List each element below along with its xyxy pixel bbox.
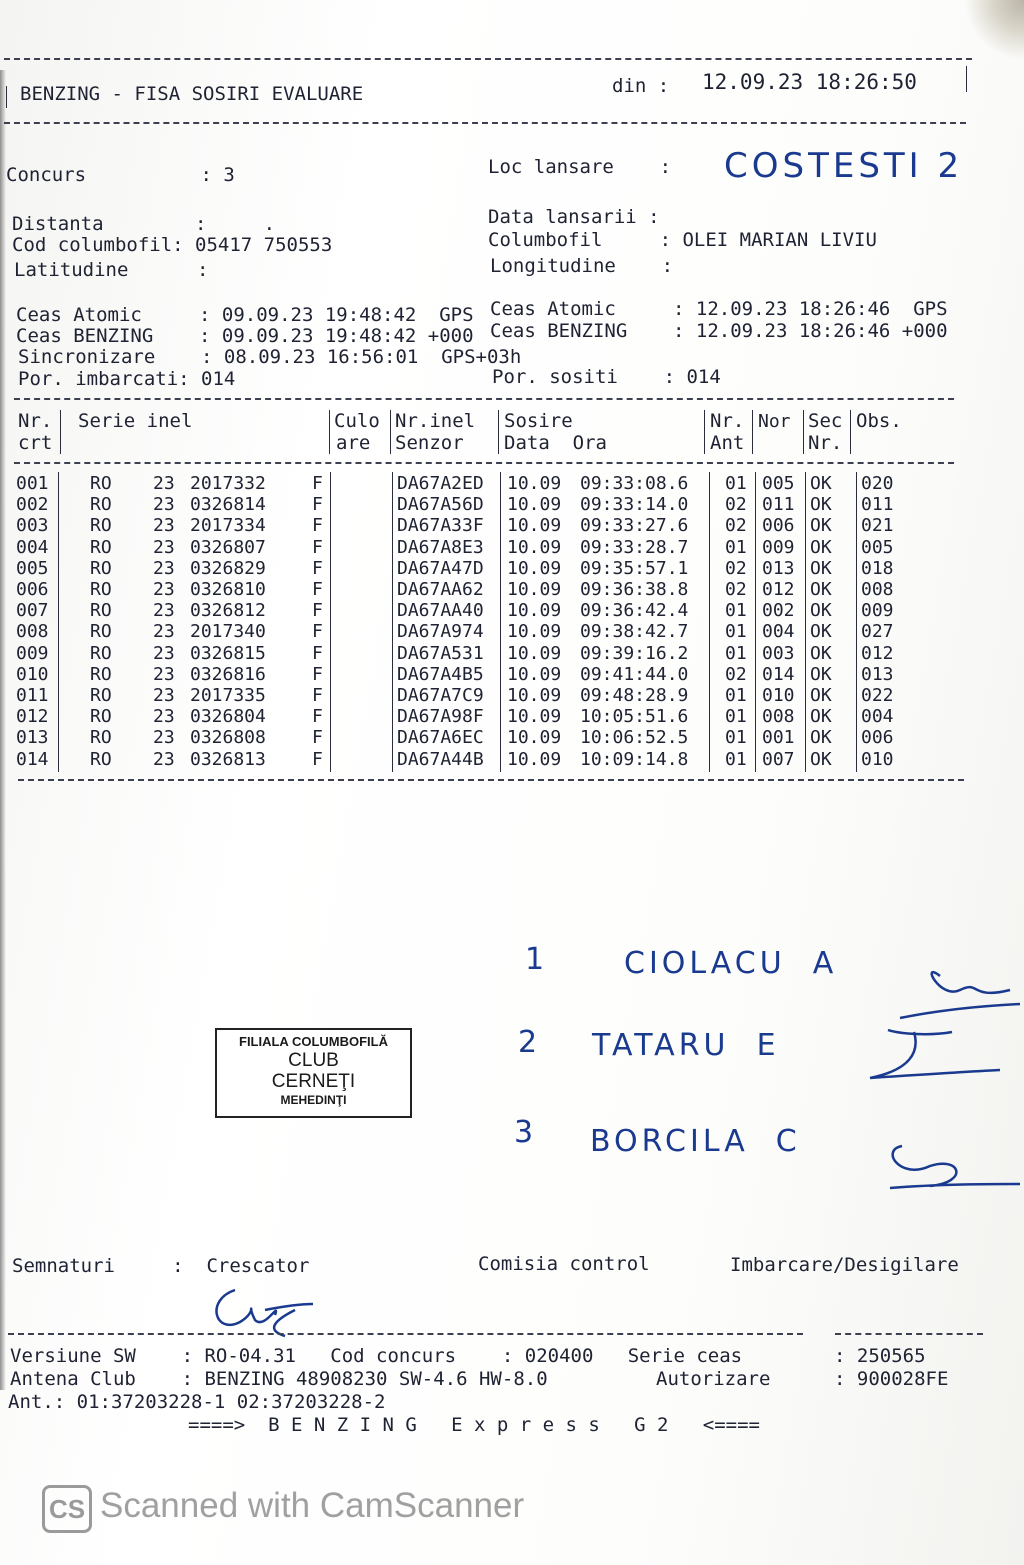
row-ring: 0326814 — [190, 494, 266, 516]
row-sec: OK — [810, 579, 832, 600]
footer-autorizare-value: : 900028FE — [834, 1368, 949, 1390]
handwritten-rank-1-number: 1 — [525, 942, 549, 977]
footer-ant: Ant.: 01:37203228-1 02:37203228-2 — [8, 1391, 386, 1413]
col-serie-header: Serie inel — [78, 410, 193, 432]
row-obs: 009 — [861, 600, 894, 622]
row-date: 10.09 — [507, 727, 562, 749]
imbarcare-label: Imbarcare/Desigilare — [730, 1254, 959, 1276]
row-nor: 007 — [762, 748, 795, 770]
row-date: 10.09 — [507, 685, 562, 706]
row-year: 23 — [153, 642, 175, 664]
row-year: 23 — [153, 621, 175, 643]
row-time: 09:41:44.0 — [580, 663, 689, 685]
row-sec: OK — [810, 515, 832, 537]
cod-columbofil-field: Cod columbofil: 05417 750553 — [12, 234, 333, 256]
row-year: 23 — [153, 494, 175, 516]
din-label: din : — [612, 75, 670, 97]
divider — [835, 1333, 983, 1335]
row-obs: 022 — [861, 685, 894, 706]
row-ring: 0326808 — [190, 727, 266, 749]
row-country: RO — [90, 557, 112, 579]
row-year: 23 — [153, 579, 175, 600]
divider — [966, 66, 967, 92]
row-obs: 012 — [861, 642, 894, 664]
comisia-control-label: Comisia control — [478, 1253, 650, 1275]
row-nor: 002 — [762, 600, 795, 622]
handwritten-rank-2-number: 2 — [518, 1025, 542, 1060]
row-time: 09:35:57.1 — [580, 557, 689, 579]
row-antenna: 02 — [725, 515, 747, 537]
row-nor: 006 — [762, 515, 795, 537]
row-obs: 004 — [861, 706, 894, 728]
row-antenna: 02 — [725, 579, 747, 600]
row-year: 23 — [153, 748, 175, 770]
row-nr: 011 — [16, 685, 49, 706]
row-sex: F — [312, 621, 323, 643]
row-sex: F — [312, 600, 323, 622]
divider — [18, 779, 964, 781]
row-sec: OK — [810, 536, 832, 558]
row-time: 09:38:42.7 — [580, 621, 689, 643]
row-date: 10.09 — [507, 621, 562, 643]
row-ring: 0326815 — [190, 642, 266, 664]
concurs-field: Concurs : 3 — [6, 164, 235, 186]
row-year: 23 — [153, 536, 175, 558]
row-obs: 021 — [861, 515, 894, 537]
handwritten-rank-1-name: CIOLACU A — [624, 946, 838, 981]
col-culoare-header: Culo — [334, 410, 380, 432]
row-country: RO — [90, 727, 112, 749]
data-lansarii-field: Data lansarii : — [488, 206, 660, 228]
signatures-label: Semnaturi : Crescator — [12, 1255, 310, 1277]
row-time: 09:36:42.4 — [580, 600, 689, 622]
row-sensor: DA67A531 — [397, 642, 484, 664]
row-sec: OK — [810, 663, 832, 685]
col-nor-header: Nor — [758, 411, 791, 432]
club-stamp — [215, 1028, 412, 1118]
column-line — [58, 472, 59, 772]
col-sec-header: Sec — [808, 410, 843, 432]
row-nor: 004 — [762, 621, 795, 643]
row-antenna: 01 — [725, 642, 747, 664]
divider — [4, 58, 972, 60]
row-time: 09:36:38.8 — [580, 579, 689, 600]
row-country: RO — [90, 579, 112, 600]
row-obs: 005 — [861, 536, 894, 558]
column-line — [392, 472, 393, 772]
row-sex: F — [312, 515, 323, 537]
row-nor: 005 — [762, 473, 795, 494]
col-nr-header: Nr. — [18, 410, 53, 432]
loc-lansare-handwritten: COSTESTI 2 — [724, 146, 964, 186]
page-left-edge — [0, 70, 6, 1390]
column-line — [498, 410, 499, 454]
footer-autorizare: Autorizare — [656, 1368, 771, 1390]
row-sensor: DA67A98F — [397, 706, 484, 728]
ceas-benzing-right-field: Ceas BENZING : 12.09.23 18:26:46 +000 — [490, 320, 948, 342]
row-year: 23 — [153, 663, 175, 685]
row-date: 10.09 — [507, 663, 562, 685]
row-date: 10.09 — [507, 579, 562, 600]
row-sensor: DA67A4B5 — [397, 663, 484, 685]
row-sex: F — [312, 473, 323, 494]
column-line — [709, 472, 710, 772]
por-sositi-field: Por. sositi : 014 — [492, 366, 721, 388]
longitudine-field: Longitudine : — [490, 255, 674, 277]
row-nr: 014 — [16, 748, 49, 770]
footer-versiune: Versiune SW : RO-04.31 Cod concurs : 020400 Serie ceas — [10, 1345, 743, 1367]
row-ring: 0326829 — [190, 557, 266, 579]
row-nr: 010 — [16, 663, 49, 685]
latitudine-field: Latitudine : — [14, 259, 209, 281]
row-antenna: 01 — [725, 685, 747, 706]
row-sensor: DA67A2ED — [397, 473, 484, 494]
column-line — [704, 410, 705, 454]
handwritten-rank-2-name: TATARU E — [592, 1028, 780, 1063]
column-line — [329, 410, 330, 454]
footer-brand: ====> B E N Z I N G E x p r e s s G 2 <==== — [188, 1414, 760, 1436]
row-sex: F — [312, 727, 323, 749]
row-sensor: DA67A47D — [397, 557, 484, 579]
row-nor: 014 — [762, 663, 795, 685]
col-culoare-header-sub: are — [336, 432, 371, 454]
footer-antena: Antena Club : BENZING 48908230 SW-4.6 HW-8.0 — [10, 1368, 548, 1390]
camscanner-watermark: Scanned with CamScanner — [100, 1486, 525, 1525]
row-ring: 0326812 — [190, 600, 266, 622]
row-antenna: 01 — [725, 727, 747, 749]
distanta-field: Distanta : . — [12, 213, 276, 235]
footer-serie-ceas-value: : 250565 — [834, 1345, 926, 1367]
ceas-atomic-field: Ceas Atomic : 09.09.23 19:48:42 GPS — [16, 304, 474, 326]
row-year: 23 — [153, 727, 175, 749]
row-nor: 012 — [762, 579, 795, 600]
row-nor: 003 — [762, 642, 795, 664]
row-country: RO — [90, 642, 112, 664]
row-time: 09:39:16.2 — [580, 642, 689, 664]
col-senzor-header: Nr.inel — [395, 410, 476, 432]
col-sosire-header: Sosire — [504, 410, 573, 432]
row-date: 10.09 — [507, 748, 562, 770]
row-country: RO — [90, 685, 112, 706]
col-sosire-header-sub: Data Ora — [504, 432, 607, 454]
row-date: 10.09 — [507, 557, 562, 579]
row-time: 09:33:08.6 — [580, 473, 689, 494]
breeder-signature — [205, 1280, 325, 1340]
col-ant-header-sub: Ant — [710, 432, 745, 454]
row-country: RO — [90, 473, 112, 494]
row-country: RO — [90, 536, 112, 558]
row-country: RO — [90, 494, 112, 516]
row-country: RO — [90, 621, 112, 643]
col-obs-header: Obs. — [856, 410, 902, 432]
row-obs: 018 — [861, 557, 894, 579]
row-antenna: 01 — [725, 621, 747, 643]
row-time: 09:33:27.6 — [580, 515, 689, 537]
divider — [14, 462, 954, 464]
row-antenna: 01 — [725, 536, 747, 558]
row-sec: OK — [810, 642, 832, 664]
row-sec: OK — [810, 557, 832, 579]
row-date: 10.09 — [507, 494, 562, 516]
row-date: 10.09 — [507, 642, 562, 664]
ceas-benzing-field: Ceas BENZING : 09.09.23 19:48:42 +000 — [16, 325, 474, 347]
row-time: 09:33:28.7 — [580, 536, 689, 558]
row-ring: 0326804 — [190, 706, 266, 728]
row-date: 10.09 — [507, 536, 562, 558]
row-sex: F — [312, 557, 323, 579]
row-sex: F — [312, 494, 323, 516]
por-imbarcati-field: Por. imbarcati: 014 — [18, 368, 236, 390]
row-date: 10.09 — [507, 600, 562, 622]
row-sensor: DA67A974 — [397, 621, 484, 643]
row-sensor: DA67A33F — [397, 515, 484, 537]
column-line — [60, 410, 61, 454]
column-line — [752, 410, 753, 454]
row-ring: 0326807 — [190, 536, 266, 558]
row-sex: F — [312, 663, 323, 685]
row-obs: 013 — [861, 663, 894, 685]
row-ring: 2017334 — [190, 515, 266, 537]
row-sex: F — [312, 536, 323, 558]
stamp-line-3: CERNEŢI — [271, 1071, 356, 1092]
row-ring: 0326813 — [190, 748, 266, 770]
row-sensor: DA67A8E3 — [397, 536, 484, 558]
row-nr: 007 — [16, 600, 49, 622]
row-nor: 011 — [762, 494, 795, 516]
row-antenna: 01 — [725, 748, 747, 770]
row-nr: 004 — [16, 536, 49, 558]
row-year: 23 — [153, 557, 175, 579]
row-antenna: 01 — [725, 600, 747, 622]
handwritten-rank-3-number: 3 — [514, 1115, 538, 1150]
loc-lansare-field: Loc lansare : — [488, 156, 672, 178]
row-sensor: DA67A6EC — [397, 727, 484, 749]
row-obs: 027 — [861, 621, 894, 643]
row-obs: 011 — [861, 494, 894, 516]
row-year: 23 — [153, 706, 175, 728]
stamp-line-1: FILIALA COLUMBOFILĂ — [239, 1034, 388, 1049]
row-year: 23 — [153, 685, 175, 706]
sincronizare-field: Sincronizare : 08.09.23 16:56:01 GPS+03h — [18, 346, 522, 368]
col-nr-header-sub: crt — [18, 432, 53, 454]
row-sec: OK — [810, 473, 832, 494]
stamp-line-2: CLUB — [288, 1050, 339, 1071]
row-ring: 0326810 — [190, 579, 266, 600]
row-country: RO — [90, 515, 112, 537]
row-sensor: DA67AA40 — [397, 600, 484, 622]
ceas-atomic-right-field: Ceas Atomic : 12.09.23 18:26:46 GPS — [490, 298, 948, 320]
row-sex: F — [312, 579, 323, 600]
column-line — [805, 472, 806, 772]
row-nor: 008 — [762, 706, 795, 728]
row-sensor: DA67A56D — [397, 494, 484, 516]
row-nr: 013 — [16, 727, 49, 749]
row-sec: OK — [810, 494, 832, 516]
row-nr: 001 — [16, 473, 49, 494]
row-date: 10.09 — [507, 515, 562, 537]
row-sensor: DA67A44B — [397, 748, 484, 770]
row-time: 09:33:14.0 — [580, 494, 689, 516]
row-sec: OK — [810, 685, 832, 706]
column-line — [803, 410, 804, 454]
row-year: 23 — [153, 515, 175, 537]
row-year: 23 — [153, 473, 175, 494]
row-antenna: 02 — [725, 494, 747, 516]
row-nr: 012 — [16, 706, 49, 728]
col-senzor-header-sub: Senzor — [395, 432, 464, 454]
row-obs: 008 — [861, 579, 894, 600]
row-ring: 0326816 — [190, 663, 266, 685]
row-sensor: DA67AA62 — [397, 579, 484, 600]
row-year: 23 — [153, 600, 175, 622]
row-nr: 002 — [16, 494, 49, 516]
row-nr: 005 — [16, 557, 49, 579]
stamp-line-4: MEHEDINŢI — [280, 1093, 347, 1107]
row-obs: 010 — [861, 748, 894, 770]
row-sec: OK — [810, 748, 832, 770]
row-nr: 006 — [16, 579, 49, 600]
row-ring: 2017340 — [190, 621, 266, 643]
row-nr: 003 — [16, 515, 49, 537]
row-antenna: 02 — [725, 663, 747, 685]
row-country: RO — [90, 600, 112, 622]
column-line — [850, 410, 851, 454]
row-sex: F — [312, 748, 323, 770]
row-nr: 009 — [16, 642, 49, 664]
row-sex: F — [312, 706, 323, 728]
row-ring: 2017335 — [190, 685, 266, 706]
row-antenna: 01 — [725, 706, 747, 728]
row-sensor: DA67A7C9 — [397, 685, 484, 706]
divider — [6, 86, 7, 108]
row-nor: 001 — [762, 727, 795, 749]
camscanner-logo: CS — [42, 1485, 92, 1533]
report-datetime: 12.09.23 18:26:50 — [702, 70, 917, 94]
row-time: 10:05:51.6 — [580, 706, 689, 728]
report-title: BENZING - FISA SOSIRI EVALUARE — [20, 83, 364, 105]
divider — [4, 122, 966, 124]
column-line — [856, 472, 857, 772]
row-date: 10.09 — [507, 706, 562, 728]
handwritten-initials — [860, 960, 1020, 1200]
row-obs: 020 — [861, 473, 894, 494]
columbofil-field: Columbofil : OLEI MARIAN LIVIU — [488, 229, 877, 251]
col-ant-header: Nr. — [710, 410, 745, 432]
row-antenna: 02 — [725, 557, 747, 579]
row-country: RO — [90, 663, 112, 685]
row-ring: 2017332 — [190, 473, 266, 494]
divider — [14, 398, 954, 400]
column-line — [390, 410, 391, 454]
row-country: RO — [90, 706, 112, 728]
row-time: 09:48:28.9 — [580, 685, 689, 706]
row-nor: 009 — [762, 536, 795, 558]
row-time: 10:06:52.5 — [580, 727, 689, 749]
divider — [8, 1333, 803, 1335]
handwritten-rank-3-name: BORCILA C — [590, 1124, 801, 1159]
row-sec: OK — [810, 706, 832, 728]
column-line — [330, 472, 331, 772]
row-antenna: 01 — [725, 473, 747, 494]
page-corner-shadow — [964, 0, 1024, 60]
row-sex: F — [312, 642, 323, 664]
row-sec: OK — [810, 621, 832, 643]
row-sex: F — [312, 685, 323, 706]
row-sec: OK — [810, 600, 832, 622]
row-date: 10.09 — [507, 473, 562, 494]
column-line — [500, 472, 501, 772]
row-time: 10:09:14.8 — [580, 748, 689, 770]
col-sec-header-sub: Nr. — [808, 432, 843, 454]
row-obs: 006 — [861, 727, 894, 749]
row-nor: 013 — [762, 557, 795, 579]
row-nor: 010 — [762, 685, 795, 706]
row-nr: 008 — [16, 621, 49, 643]
row-sec: OK — [810, 727, 832, 749]
row-country: RO — [90, 748, 112, 770]
column-line — [755, 472, 756, 772]
